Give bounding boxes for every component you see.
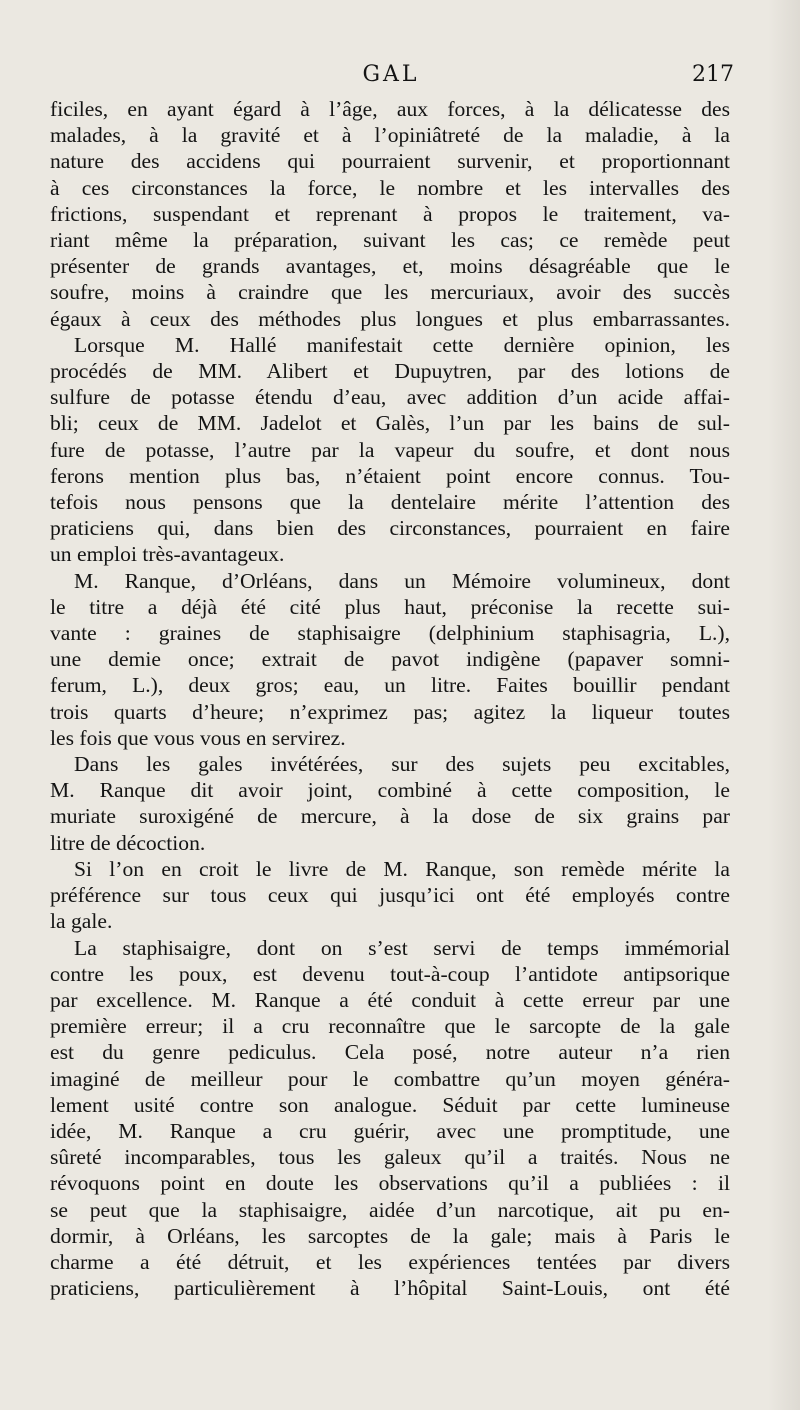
text-line: trois quarts d’heure; n’exprimez pas; agitez la liqueur toutes	[50, 699, 730, 724]
text-line: ferons mention plus bas, n’étaient point encore connus. Tou-	[50, 463, 730, 488]
text-line: la gale.	[50, 909, 113, 934]
running-head: GAL	[362, 62, 420, 87]
text-line: frictions, suspendant et reprenant à propos le traitement, va-	[50, 201, 730, 226]
text-line: praticiens, particulièrement à l’hôpital Saint-Louis, ont été	[50, 1276, 730, 1301]
body-text	[50, 96, 730, 1301]
text-line: bli; ceux de MM. Jadelot et Galès, l’un par les bains de sul-	[50, 411, 730, 436]
text-line: égaux à ceux des méthodes plus longues et plus embarrassantes.	[50, 306, 730, 331]
text-line: Dans les gales invétérées, sur des sujets peu excitables,	[74, 752, 730, 777]
text-line: charme a été détruit, et les expériences tentées par divers	[50, 1249, 730, 1274]
text-line: le titre a déjà été cité plus haut, préconise la recette sui-	[50, 594, 730, 619]
text-line: Si l’on en croit le livre de M. Ranque, son remède mérite la	[74, 856, 730, 881]
text-line: M. Ranque, d’Orléans, dans un Mémoire volumineux, dont	[74, 568, 730, 593]
text-line: à ces circonstances la force, le nombre et les intervalles des	[50, 175, 730, 200]
text-line: dormir, à Orléans, les sarcoptes de la gale; mais à Paris le	[50, 1223, 730, 1248]
text-line: M. Ranque dit avoir joint, combiné à cette composition, le	[50, 778, 730, 803]
text-line: première erreur; il a cru reconnaître que le sarcopte de la gale	[50, 1014, 730, 1039]
text-line: se peut que la staphisaigre, aidée d’un narcotique, ait pu en-	[50, 1197, 730, 1222]
text-line: praticiens qui, dans bien des circonstances, pourraient en faire	[50, 516, 730, 541]
text-line: nature des accidens qui pourraient survenir, et proportionnant	[50, 149, 730, 174]
page-header	[48, 62, 734, 92]
text-line: malades, à la gravité et à l’opiniâtreté de la maladie, à la	[50, 123, 730, 148]
text-line: lement usité contre son analogue. Séduit par cette lumineuse	[50, 1092, 730, 1117]
text-line: idée, M. Ranque a cru guérir, avec une promptitude, une	[50, 1118, 730, 1143]
text-line: révoquons point en doute les observations qu’il a publiées : il	[50, 1171, 730, 1196]
text-line: Lorsque M. Hallé manifestait cette dernière opinion, les	[74, 332, 730, 357]
text-line: muriate suroxigéné de mercure, à la dose de six grains par	[50, 804, 730, 829]
text-line: imaginé de meilleur pour le combattre qu’un moyen généra-	[50, 1066, 730, 1091]
page-edge-shadow	[768, 0, 800, 1410]
text-line: procédés de MM. Alibert et Dupuytren, par des lotions de	[50, 359, 730, 384]
text-line: sûreté incomparables, tous les galeux qu’il a traités. Nous ne	[50, 1145, 730, 1170]
text-line: riant même la préparation, suivant les cas; ce remède peut	[50, 228, 730, 253]
text-line: les fois que vous vous en servirez.	[50, 725, 346, 750]
text-line: est du genre pediculus. Cela posé, notre auteur n’a rien	[50, 1040, 730, 1065]
text-line: vante : graines de staphisaigre (delphinium staphisagria, L.),	[50, 621, 730, 646]
text-line: litre de décoction.	[50, 830, 206, 855]
text-line: présenter de grands avantages, et, moins désagréable que le	[50, 254, 730, 279]
text-line: ficiles, en ayant égard à l’âge, aux forces, à la délicatesse des	[50, 97, 730, 121]
text-line: sulfure de potasse étendu d’eau, avec addition d’un acide affai-	[50, 385, 730, 410]
text-line: contre les poux, est devenu tout-à-coup l’antidote antipsorique	[50, 961, 730, 986]
text-line: soufre, moins à craindre que les mercuriaux, avoir des succès	[50, 280, 730, 305]
text-line: une demie once; extrait de pavot indigène (papaver somni-	[50, 647, 730, 672]
page-number: 217	[692, 62, 734, 87]
text-line: ferum, L.), deux gros; eau, un litre. Faites bouillir pendant	[50, 673, 730, 698]
text-line: La staphisaigre, dont on s’est servi de temps immémorial	[74, 935, 730, 960]
text-line: par excellence. M. Ranque a été conduit à cette erreur par une	[50, 987, 730, 1012]
text-line: préférence sur tous ceux qui jusqu’ici ont été employés contre	[50, 883, 730, 908]
text-line: un emploi très-avantageux.	[50, 542, 285, 567]
text-line: fure de potasse, l’autre par la vapeur du soufre, et dont nous	[50, 437, 730, 462]
text-line: tefois nous pensons que la dentelaire mérite l’attention des	[50, 490, 730, 515]
